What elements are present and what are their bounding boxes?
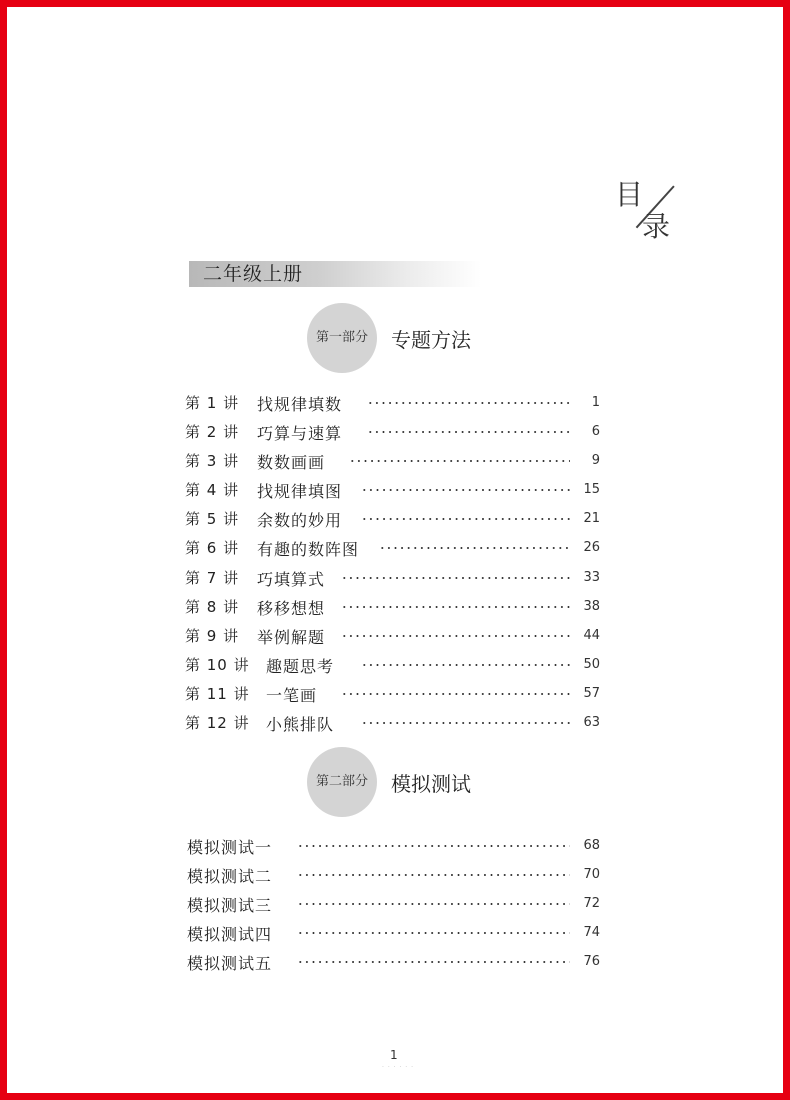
lesson-number: 第 4 讲: [185, 481, 240, 500]
lesson-number: 第 9 讲: [185, 626, 240, 645]
page-number: 1: [591, 395, 600, 410]
lesson-title: 小熊排队: [266, 715, 335, 735]
lesson-title: 趣题思考: [266, 656, 335, 676]
page-number: 57: [583, 685, 600, 701]
page-number: 38: [583, 598, 600, 614]
lesson-number: 第 1 讲: [185, 394, 240, 412]
dot-leader: [361, 518, 570, 520]
lesson-number: 第 2 讲: [185, 423, 240, 442]
test-title: 模拟测试二: [187, 867, 273, 887]
dot-leader: [349, 460, 570, 462]
lesson-title: 找规律填图: [257, 482, 343, 502]
toc-entry[interactable]: [185, 475, 600, 504]
lesson-list: [185, 388, 600, 737]
toc-entry[interactable]: [185, 889, 600, 918]
lesson-title: 找规律填数: [257, 395, 343, 414]
dot-leader: [341, 577, 570, 579]
page-number: 74: [583, 925, 600, 941]
dot-leader: [367, 402, 570, 404]
title-char-mu: 目: [615, 178, 644, 211]
toc-entry[interactable]: [185, 708, 600, 737]
dot-leader: [297, 874, 570, 876]
dot-leader: [341, 693, 570, 695]
toc-entry[interactable]: [185, 860, 600, 889]
toc-entry[interactable]: [185, 504, 600, 533]
dot-leader: [341, 635, 570, 637]
page-number: 76: [583, 954, 600, 970]
dot-leader: [361, 722, 570, 724]
toc-entry[interactable]: [185, 388, 600, 417]
dot-leader: [367, 431, 570, 433]
dot-leader: [361, 489, 570, 491]
page-number: 9: [591, 453, 600, 469]
lesson-title: 余数的妙用: [257, 511, 343, 531]
test-title: 模拟测试一: [187, 838, 273, 857]
footer-page-number: 1: [390, 1048, 398, 1062]
section-badge: 第二部分: [307, 747, 377, 817]
lesson-title: 举例解题: [257, 627, 326, 647]
lesson-title: 巧算与速算: [257, 424, 343, 444]
toc-entry[interactable]: [185, 679, 600, 708]
test-title: 模拟测试五: [187, 954, 273, 974]
lesson-number: 第 12 讲: [185, 714, 250, 733]
page-number: 33: [583, 569, 600, 585]
toc-title: [607, 173, 687, 243]
toc-entry[interactable]: [185, 417, 600, 446]
dot-leader: [297, 932, 570, 934]
toc-entry[interactable]: [185, 533, 600, 562]
toc-entry[interactable]: [185, 446, 600, 475]
lesson-title: 有趣的数阵图: [257, 540, 360, 560]
page-number: 68: [583, 838, 600, 853]
lesson-number: 第 3 讲: [185, 452, 240, 471]
dot-leader: [341, 606, 570, 608]
test-title: 模拟测试三: [187, 896, 273, 916]
toc-entry[interactable]: [185, 947, 600, 976]
footer-mark: · · · · · ·: [382, 1064, 414, 1071]
test-title: 模拟测试四: [187, 925, 273, 945]
page-number: 44: [583, 627, 600, 643]
dot-leader: [361, 664, 570, 666]
section-header-part2: [307, 747, 527, 817]
dot-leader: [379, 547, 570, 549]
page-number: 70: [583, 867, 600, 883]
section-title: 模拟测试: [391, 772, 471, 796]
title-char-lu: 录: [642, 210, 671, 243]
lesson-number: 第 7 讲: [185, 568, 240, 587]
section-badge: 第一部分: [307, 303, 377, 373]
test-list: [185, 831, 600, 976]
lesson-title: 移移想想: [257, 598, 326, 618]
toc-entry[interactable]: [185, 918, 600, 947]
grade-banner: 二年级上册: [189, 261, 481, 287]
toc-entry[interactable]: [185, 592, 600, 621]
page-number: 50: [583, 656, 600, 672]
lesson-number: 第 11 讲: [185, 684, 250, 703]
dot-leader: [297, 845, 570, 847]
lesson-number: 第 5 讲: [185, 510, 240, 529]
section-header-part1: [307, 303, 527, 373]
lesson-number: 第 8 讲: [185, 597, 240, 616]
lesson-title: 数数画画: [257, 453, 326, 473]
lesson-number: 第 6 讲: [185, 539, 240, 558]
toc-entry[interactable]: [185, 563, 600, 592]
toc-entry[interactable]: [185, 650, 600, 679]
page-number: 6: [591, 424, 600, 440]
toc-entry[interactable]: [185, 831, 600, 860]
page-number: 63: [583, 715, 600, 731]
page-number: 21: [583, 511, 600, 527]
page-number: 26: [583, 540, 600, 556]
dot-leader: [297, 903, 570, 905]
lesson-title: 一笔画: [266, 685, 318, 705]
lesson-number: 第 10 讲: [185, 655, 250, 674]
dot-leader: [297, 961, 570, 963]
lesson-title: 巧填算式: [257, 569, 326, 589]
section-title: 专题方法: [391, 328, 471, 352]
page-number: 15: [583, 482, 600, 498]
page-number: 72: [583, 896, 600, 912]
toc-entry[interactable]: [185, 621, 600, 650]
